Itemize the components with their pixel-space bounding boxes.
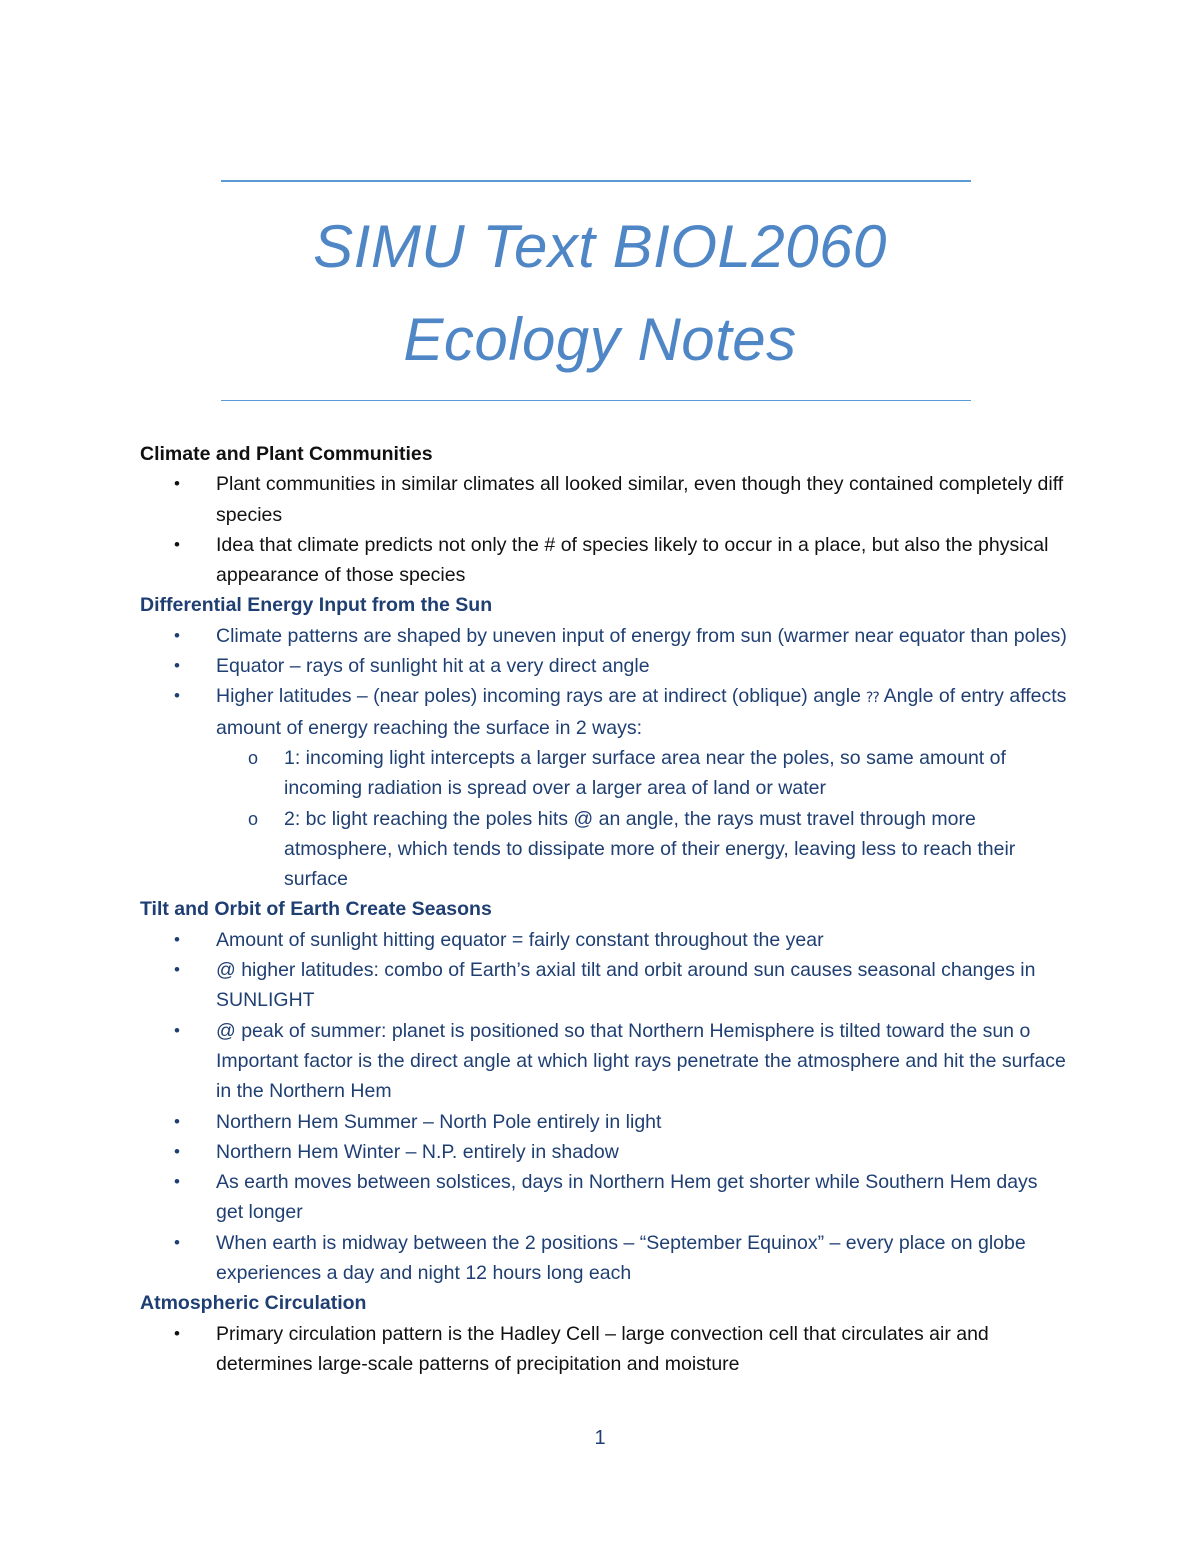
section-heading-seasons: Tilt and Orbit of Earth Create Seasons [140, 898, 492, 921]
list-item: • When earth is midway between the 2 positions – “September Equinox” – every place on globe experiences a day and night 12 hours long each [140, 1228, 1070, 1289]
list-item: • Idea that climate predicts not only the # of species likely to occur in a place, but also the physical appearance of those species [140, 530, 1070, 591]
document-title: SIMU Text BIOL2060 [313, 213, 887, 280]
title-top-rule [221, 180, 971, 182]
missing-glyph-icon: ⁇ [866, 689, 880, 706]
list-item: • Amount of sunlight hitting equator = fairly constant throughout the year [140, 925, 1070, 955]
title-bottom-rule [221, 400, 971, 401]
energy-bullets [140, 621, 1070, 895]
sub-bullet-icon: o [1019, 1019, 1031, 1042]
section-heading-climate: Climate and Plant Communities [140, 443, 433, 465]
document-subtitle: Ecology Notes [403, 306, 797, 373]
notes-body [140, 439, 1070, 1379]
sub-list-item: o 2: bc light reaching the poles hits @ an angle, the rays must travel through more atmosphere, which tends to dissipate more of their energy, leaving less to reach their surface [216, 804, 1070, 895]
list-item: • Plant communities in similar climates all looked similar, even though they contained completely diff species [140, 469, 1070, 530]
list-item: • Northern Hem Winter – N.P. entirely in shadow [140, 1137, 1070, 1167]
list-item-text: @ peak of summer: planet is positioned so that Northern Hemisphere is tilted toward the sun [216, 1019, 1015, 1042]
section-heading-circulation: Atmospheric Circulation [140, 1292, 367, 1315]
sub-list-item: o 1: incoming light intercepts a larger surface area near the poles, so same amount of incoming radiation is spread over a larger area of land or water [216, 743, 1070, 804]
list-item-text: Important factor is the direct angle at which light rays penetrate the atmosphere and hit the surface in the Northern Hem [216, 1049, 1066, 1103]
climate-bullets [140, 469, 1070, 590]
list-item: • Primary circulation pattern is the Hadley Cell – large convection cell that circulates air and determines large-scale patterns of precipitation and moisture [140, 1319, 1070, 1380]
energy-sub-bullets [216, 743, 1070, 894]
list-item-text: Higher latitudes – (near poles) incoming rays are at indirect (oblique) angle [216, 685, 861, 708]
list-item: • As earth moves between solstices, days in Northern Hem get shorter while Southern Hem days get longer [140, 1167, 1070, 1228]
list-item: • @ higher latitudes: combo of Earth’s axial tilt and orbit around sun causes seasonal changes in SUNLIGHT [140, 955, 1070, 1016]
list-item: • Equator – rays of sunlight hit at a very direct angle [140, 651, 1070, 681]
list-item: • Climate patterns are shaped by uneven input of energy from sun (warmer near equator than poles) [140, 621, 1070, 651]
seasons-bullets [140, 925, 1070, 1289]
list-item [140, 1016, 1070, 1107]
section-heading-energy: Differential Energy Input from the Sun [140, 594, 493, 617]
page-number: 1 [594, 1427, 606, 1449]
list-item-text: Angle of entry affects amount of energy reaching the surface in 2 ways: [216, 685, 1067, 739]
list-item [140, 681, 1070, 894]
circulation-bullets [140, 1319, 1070, 1380]
list-item: • Northern Hem Summer – North Pole entirely in light [140, 1107, 1070, 1137]
